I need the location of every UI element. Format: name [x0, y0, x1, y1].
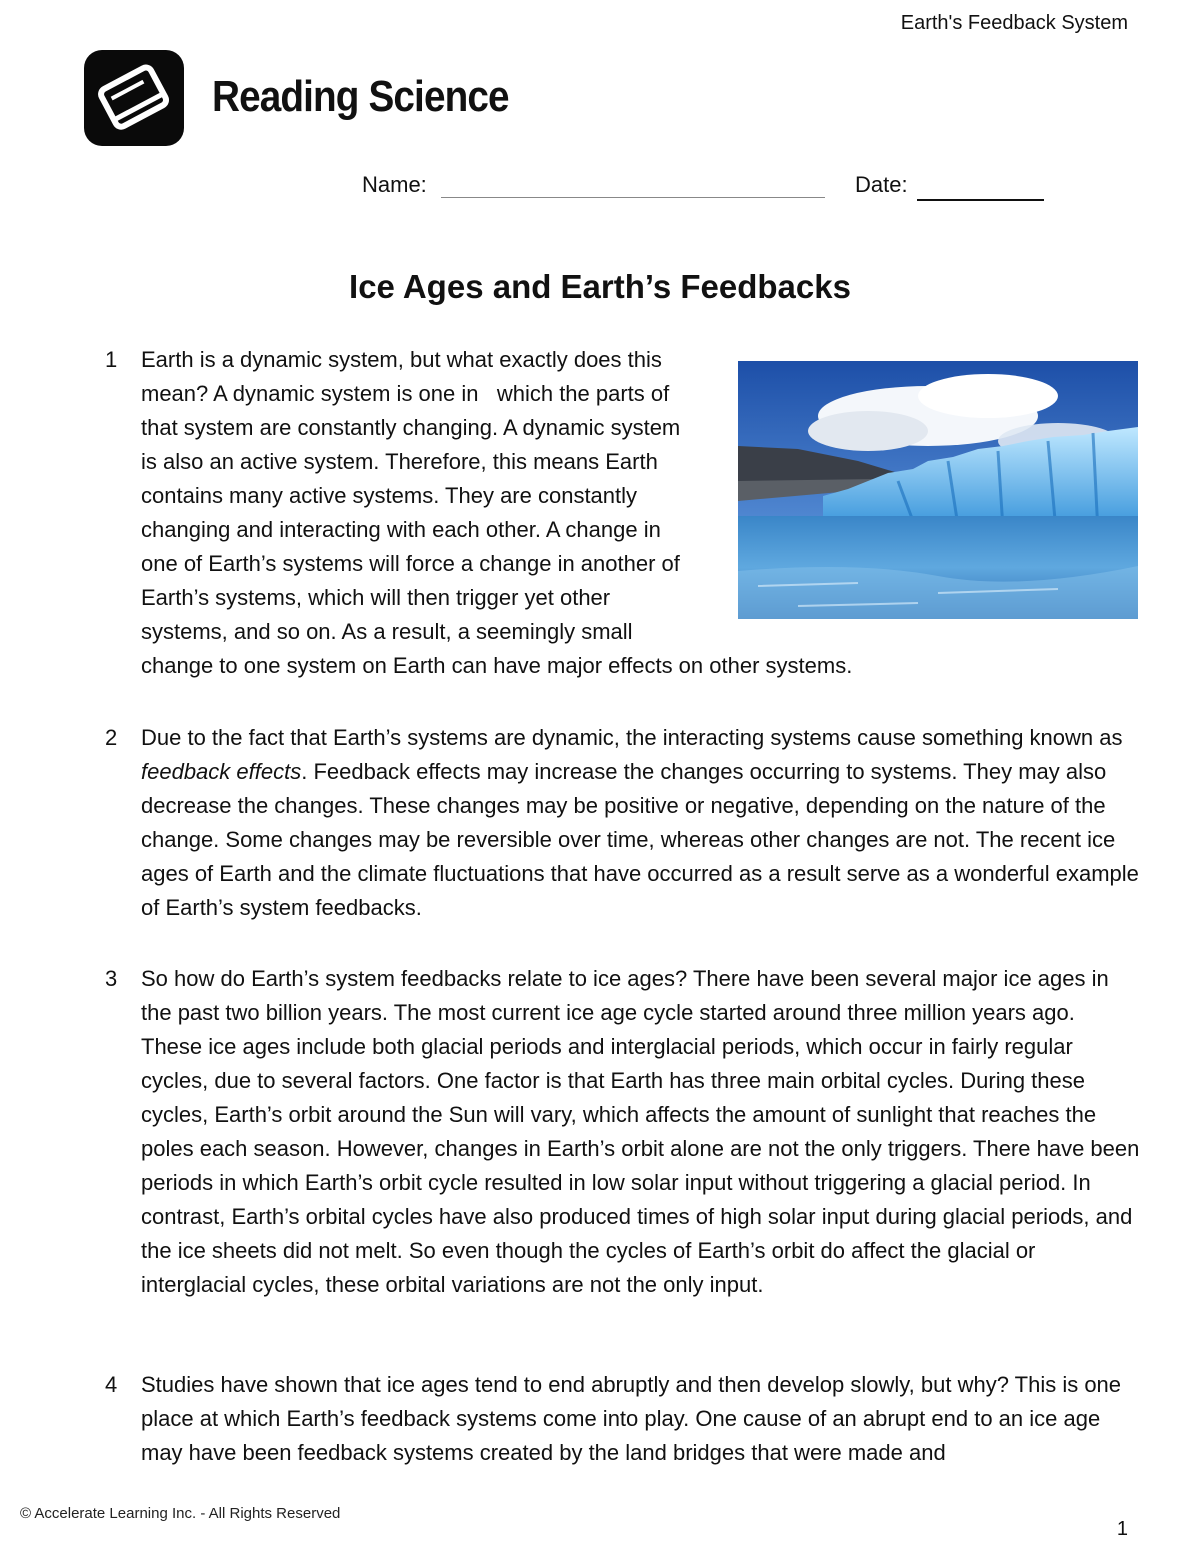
paragraph-2	[141, 721, 1141, 925]
paragraph-line: one of Earth’s systems will force a change in another of	[141, 551, 680, 576]
glacier-photo	[738, 361, 1138, 619]
paragraph-number: 3	[105, 966, 118, 991]
brand-title: Reading Science	[212, 72, 509, 121]
paragraph-4: Studies have shown that ice ages tend to end abruptly and then develop slowly, but why? This is one place at which Earth’s feedback systems come into play. One cause of an abrupt end to an ice age may have been feedback systems created by the land bridges that were made and	[141, 1372, 1122, 1465]
paragraph-3: So how do Earth’s system feedbacks relate to ice ages? There have been several major ice ages in the past two billion years. The most current ice age cycle started around three million years ago. These ice ages include both glacial periods and interglacial periods, which occur in fairly regular cycles, due to several factors. One factor is that Earth has three main orbital cycles. During these cycles, Earth’s orbit around the Sun will vary, which affects the amount of sunlight that reaches the poles each season. However, changes in Earth’s orbit alone are not the only triggers. There have been periods in which Earth’s orbit cycle resulted in low solar input without triggering a glacial period. In contrast, Earth’s orbital cycles have also produced times of high solar input during glacial periods, and the ice sheets did not melt. So even though the cycles of Earth’s orbit do affect the glacial or interglacial cycles, these orbital variations are not the only input.	[141, 966, 1140, 1297]
date-label: Date:	[855, 172, 908, 197]
paragraph-number: 4	[105, 1372, 118, 1397]
paragraph-1	[141, 343, 731, 649]
paragraph-line: mean? A dynamic system is one in which the parts of	[141, 381, 670, 406]
paragraph-number: 2	[105, 725, 118, 750]
paragraph-emphasis: feedback effects	[141, 759, 302, 784]
paragraph-line: Earth is a dynamic system, but what exactly does this	[141, 347, 662, 372]
paragraph-text: Due to the fact that Earth’s systems are dynamic, the interacting systems cause something known as	[141, 725, 1123, 750]
page-number: 1	[1116, 1518, 1128, 1540]
paragraph-line: systems, and so on. As a result, a seemingly small	[141, 619, 633, 644]
page-title: Ice Ages and Earth’s Feedbacks	[349, 268, 851, 305]
paragraph-line: that system are constantly changing. A dynamic system	[141, 415, 681, 440]
paragraph-number: 1	[105, 347, 118, 372]
paragraph-line: is also an active system. Therefore, this means Earth	[141, 449, 658, 474]
paragraph-text: . Feedback effects may increase the changes occurring to systems. They may also decrease the changes. These changes may be positive or negative, depending on the nature of the change. Some changes may be reversible over time, whereas other changes are not. The recent ice ages of Earth and the climate fluctuations that have occurred as a result serve as a wonderful example of Earth’s system feedbacks.	[141, 759, 1139, 920]
paragraph-line: change to one system on Earth can have major effects on other systems.	[141, 653, 853, 678]
date-field-line[interactable]	[917, 199, 1044, 201]
copyright-notice: © Accelerate Learning Inc. - All Rights Reserved	[20, 1505, 341, 1522]
paragraph-line: Earth’s systems, which will then trigger yet other	[141, 585, 611, 610]
book-icon	[84, 50, 184, 146]
paragraph-line: changing and interacting with each other. A change in	[141, 517, 661, 542]
running-title: Earth's Feedback System	[900, 12, 1128, 34]
name-field-line[interactable]	[441, 197, 825, 198]
name-label: Name:	[362, 172, 427, 197]
paragraph-line: contains many active systems. They are constantly	[141, 483, 638, 508]
